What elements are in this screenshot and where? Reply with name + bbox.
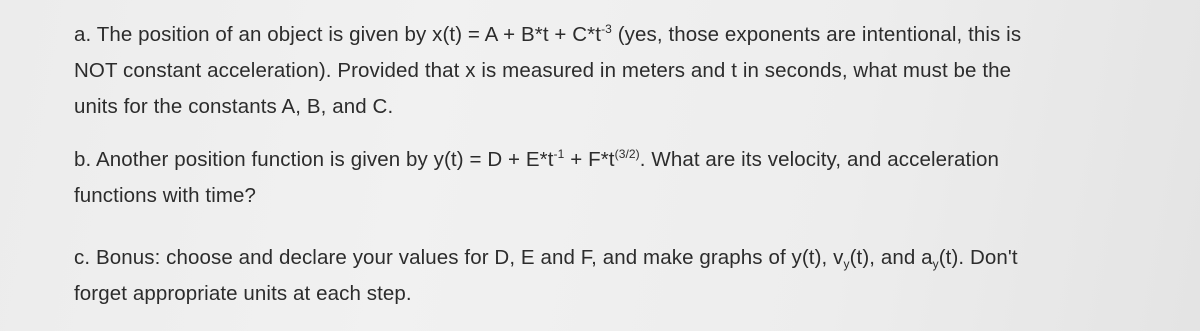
question-a-line-1: a. The position of an object is given by $x(t) = A + B*t + C*t^{-3}$ (yes, those exponents are intentional, this is bbox=[74, 22, 1022, 46]
question-b-line-2: functions with time? bbox=[74, 184, 257, 207]
question-b bbox=[74, 142, 999, 214]
exponent: -3 bbox=[601, 22, 612, 36]
question-c-line-2: forget appropriate units at each step. bbox=[74, 282, 412, 305]
subscript: y bbox=[843, 257, 850, 271]
question-a-line-2: NOT constant acceleration). Provided that x is measured in meters and t in seconds, what must be the bbox=[74, 59, 1012, 82]
question-c-line-1: c. Bonus: choose and declare your values for D, E and F, and make graphs of y(t), $v_y(t)$, and $a_y(t)$. Don't bbox=[74, 246, 1018, 271]
exponent: -1 bbox=[553, 147, 565, 161]
question-b-line-1: b. Another position function is given by $y(t) = D + E*t^{-1} + F*t^{(3/2)}$. What are its velocity, and acceleration bbox=[74, 147, 999, 171]
question-a bbox=[74, 17, 1021, 125]
question-a-line-3: units for the constants A, B, and C. bbox=[74, 95, 394, 118]
exponent: (3/2) bbox=[614, 147, 640, 161]
question-c bbox=[74, 240, 1018, 312]
subscript: y bbox=[932, 257, 939, 271]
